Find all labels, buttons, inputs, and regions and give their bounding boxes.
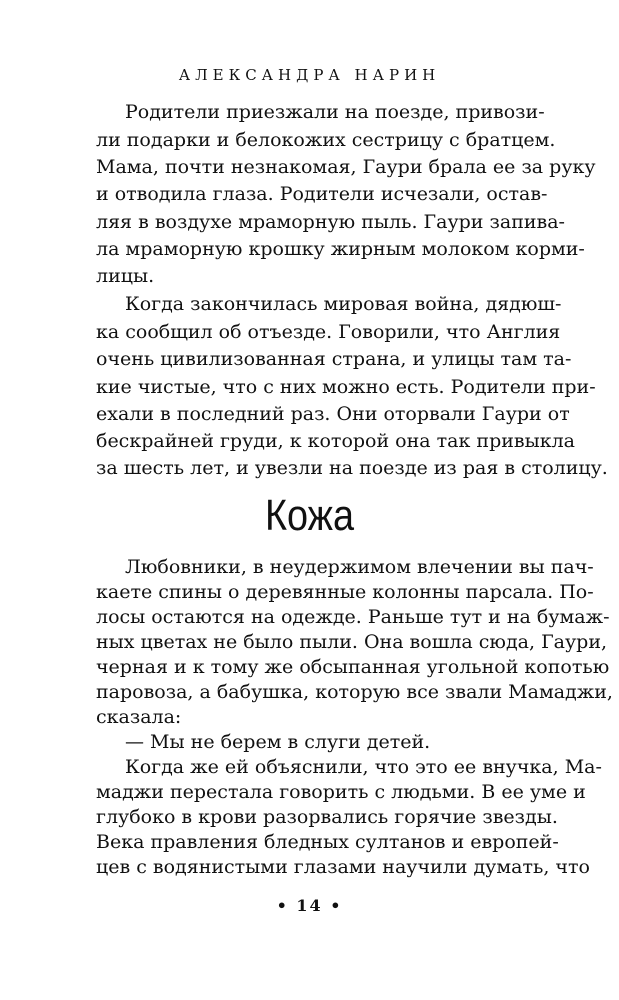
text-line: каете спины о деревянные колонны парсала. По-	[96, 581, 594, 603]
text-line: сказала:	[96, 706, 182, 728]
text-line: лосы остаются на одежде. Раньше тут и на бумаж-	[96, 606, 610, 628]
text-line: очень цивилизованная страна, и улицы там та-	[96, 348, 572, 370]
text-line: Любовники, в неудержимом влечении вы пач-	[125, 556, 594, 578]
text-line: ляя в воздухе мраморную пыль. Гаури запива-	[96, 211, 565, 233]
text-line: лицы.	[96, 265, 155, 287]
text-line: Когда закончилась мировая война, дядюш-	[125, 293, 562, 315]
text-line: ехали в последний раз. Они оторвали Гаури от	[96, 403, 570, 425]
text-line: за шесть лет, и увезли на поезде из рая в столицу.	[96, 457, 608, 479]
text-line: Родители приезжали на поезде, привози-	[125, 101, 545, 123]
text-line: кие чистые, что с них можно есть. Родители при-	[96, 376, 596, 398]
text-line: глубоко в крови разорвались горячие звезды.	[96, 806, 558, 828]
chapter-title: Кожа	[264, 491, 355, 540]
text-line: черная и к тому же обсыпанная угольной копотью	[96, 656, 610, 678]
page-number: • 14 •	[276, 896, 343, 915]
text-line: ла мраморную крошку жирным молоком корми-	[96, 238, 585, 260]
text-line: Века правления бледных султанов и европей-	[96, 831, 559, 853]
text-line: и отводила глаза. Родители исчезали, остав-	[96, 183, 548, 205]
text-line: маджи перестала говорить с людьми. В ее уме и	[96, 781, 586, 803]
text-line: паровоза, а бабушка, которую все звали Мамаджи,	[96, 681, 613, 703]
text-line: бескрайней груди, к которой она так привыкла	[96, 430, 575, 452]
text-line: ка сообщил об отъезде. Говорили, что Англия	[96, 321, 561, 343]
dialogue-line: — Мы не берем в слуги детей.	[125, 731, 431, 753]
text-line: Мама, почти незнакомая, Гаури брала ее за руку	[96, 156, 596, 178]
text-line: цев с водянистыми глазами научили думать, что	[96, 856, 590, 878]
text-line: ных цветах не было пыли. Она вошла сюда, Гаури,	[96, 631, 608, 653]
text-line: ли подарки и белокожих сестрицу с братцем.	[96, 129, 556, 151]
running-header: АЛЕКСАНДРА НАРИН	[178, 66, 441, 84]
text-line: Когда же ей объяснили, что это ее внучка, Ма-	[125, 756, 602, 778]
